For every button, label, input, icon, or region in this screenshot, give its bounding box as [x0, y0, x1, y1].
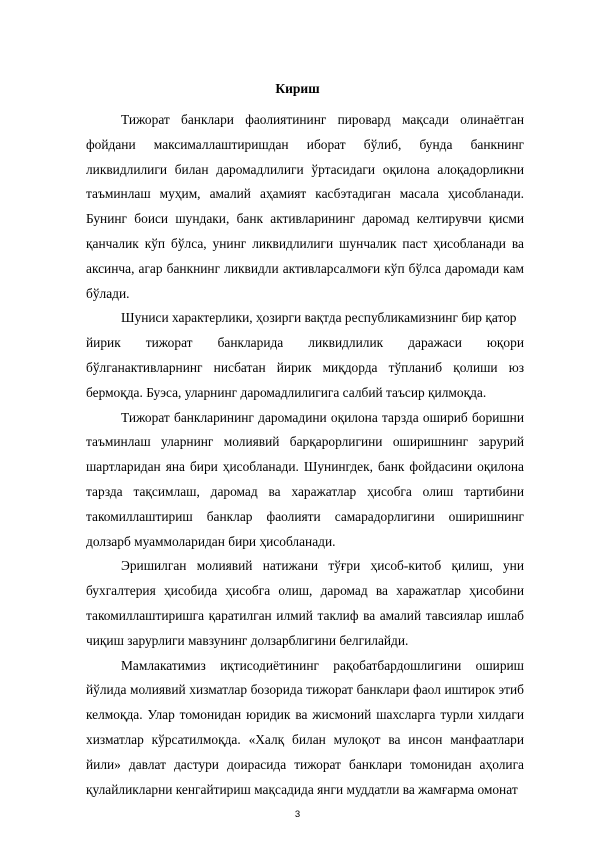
- page-number: 3: [294, 809, 301, 820]
- paragraph-3: йирик тижорат банкларида ликвидлилик даражаси юқори бўлганактивларнинг нисбатан йирик миқдорда тўпланиб қолиши юз бермоқда. Буэса, уларнинг даромадлилигига салбий таъсир қилмоқда.: [86, 335, 524, 400]
- paragraph-1: Тижорат банклари фаолиятининг пировард мақсади олинаётган фойдани максималлаштиришдан иборат бўлиб, бунда банкнинг ликвидлилиги билан даромадлилиги ўртасидаги оқилона алоқадорликни таъминлаш муҳим, амалий аҳамият касбэтадиган масала ҳисобланади. Бунинг боиси шундаки, банк активларининг даромад келтирувчи қисми қанчалик кўп бўлса, унинг ликвидлилиги шунчалик паст ҳисобланади ва аксинча, агар банкнинг ликвидли активларсалмоғи кўп бўлса даромади кам бўлади.: [86, 112, 524, 301]
- paragraph-6: Мамлакатимиз иқтисодиётининг рақобатбардошлигини ошириш йўлида молиявий хизматлар бозорида тижорат банклари фаол иштирок этиб келмоқда. Улар томонидан юридик ва жисмоний шахсларга турли хилдаги хизматлар кўрсатилмоқда. «Халқ билан мулоқот ва инсон манфаатлари йили» давлат дастури доирасида тижорат банклари томонидан аҳолига қулайликларни кенгайтириш мақсадида янги муддатли ва жамғарма омонат: [86, 657, 524, 797]
- paragraph-2: Шуниси характерлики, ҳозирги вақтда республикамизнинг бир қатор: [121, 310, 517, 326]
- page-title: Кириш: [275, 81, 320, 96]
- paragraph-5: Эришилган молиявий натижани тўғри ҳисоб-китоб қилиш, уни бухгалтерия ҳисобида ҳисобга олиш, даромад ва харажатлар ҳисобини такомиллаштиришга қаратилган илмий таклиф ва амалий тавсиялар ишлаб чиқиш зарурлиги мавзунинг долзарблигини белгилайди.: [86, 558, 524, 648]
- body-text: [86, 108, 524, 802]
- paragraph-4: Тижорат банкларининг даромадини оқилона тарзда ошириб боришни таъминлаш уларнинг молиявий барқарорлигини оширишнинг зарурий шартларидан яна бири ҳисобланади. Шунингдек, банк фойдасини оқилона тарзда тақсимлаш, даромад ва харажатлар ҳисобга олиш тартибини такомиллаштириш банклар фаолияти самарадорлигини оширишнинг долзарб муаммоларидан бири ҳисобланади.: [86, 409, 524, 549]
